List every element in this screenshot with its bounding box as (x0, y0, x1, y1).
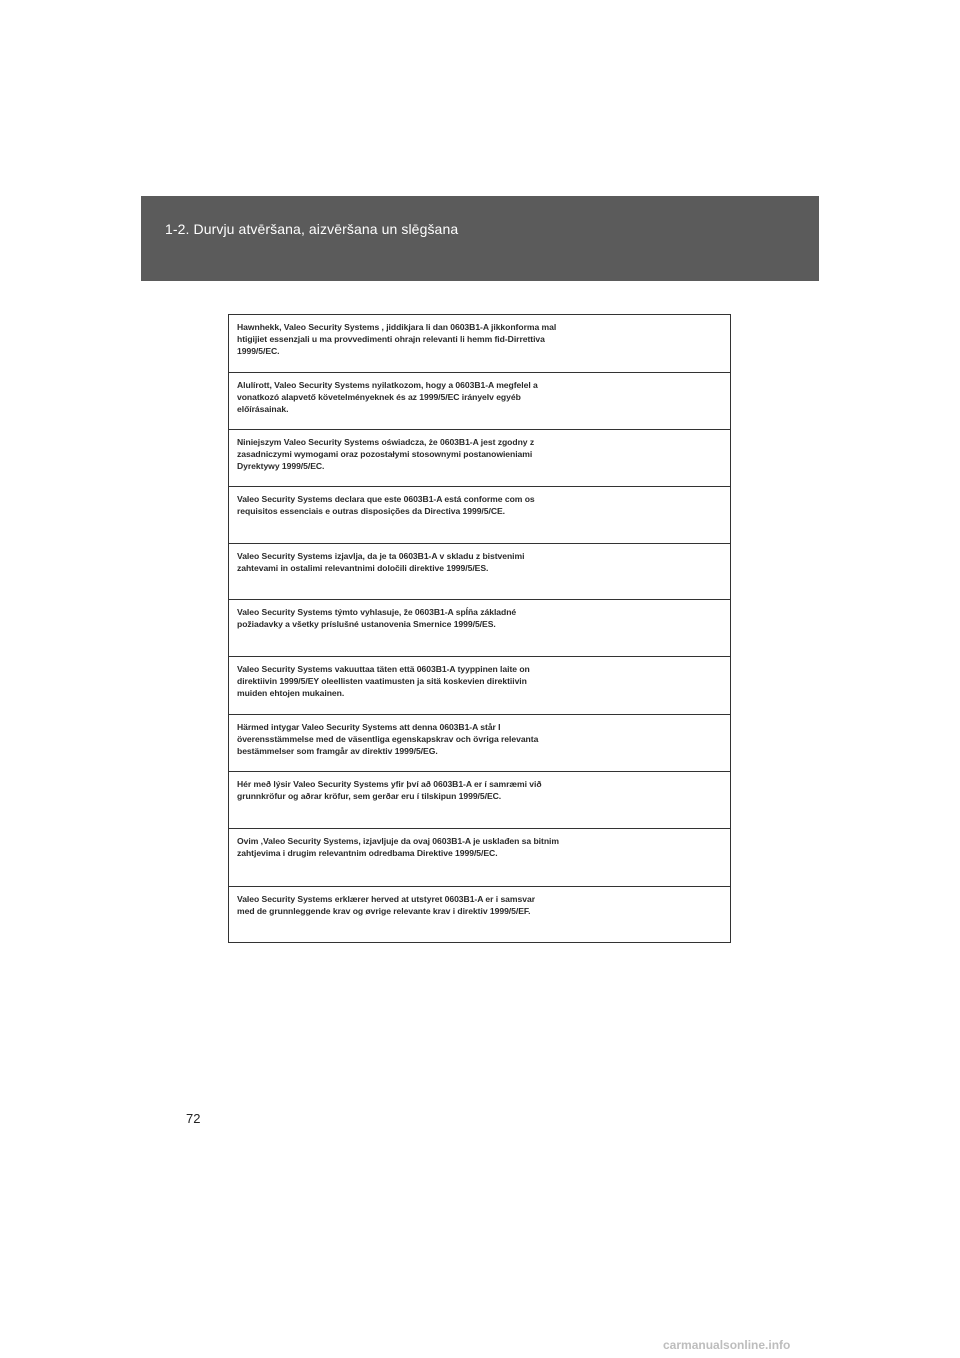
declaration-text: Valeo Security Systems erklærer herved at utstyret 0603B1-A er i samsvar med de grunnleggende krav og øvrige relevante krav i direktiv 1999/5/EF. (237, 894, 535, 916)
declaration-row-maltese (229, 315, 730, 373)
declaration-row-polish (229, 430, 730, 487)
declaration-text: Alulírott, Valeo Security Systems nyilatkozom, hogy a 0603B1-A megfelel a vonatkozó alapvető követelményeknek és az 1999/5/EC irányelv egyéb előírásainak. (237, 380, 538, 414)
watermark-text: carmanualsonline.info (663, 1338, 791, 1352)
declaration-text: Ovim ,Valeo Security Systems, izjavljuje da ovaj 0603B1-A je usklađen sa bitnim zahtjevima i drugim relevantnim odredbama Direktive 1999/5/EC. (237, 836, 559, 858)
declaration-text: Niniejszym Valeo Security Systems oświadcza, że 0603B1-A jest zgodny z zasadniczymi wymogami oraz pozostałymi stosownymi postanowieniami Dyrektywy 1999/5/EC. (237, 437, 535, 471)
declaration-row-slovak (229, 600, 730, 657)
declaration-row-slovenian (229, 544, 730, 600)
declaration-row-croatian (229, 829, 730, 887)
declaration-row-icelandic (229, 772, 730, 829)
page-number: 72 (186, 1111, 201, 1126)
declaration-text: Hawnhekk, Valeo Security Systems , jiddikjara li dan 0603B1-A jikkonforma mal htigijiet essenzjali u ma provvedimenti ohrajn relevanti li hemm fid-Dirrettiva 1999/5/EC. (237, 322, 557, 356)
declaration-row-hungarian (229, 373, 730, 430)
declaration-text: Valeo Security Systems týmto vyhlasuje, že 0603B1-A spĺňa základné požiadavky a všetky príslušné ustanovenia Smernice 1999/5/ES. (237, 607, 517, 629)
declaration-table (228, 314, 731, 943)
declaration-text: Valeo Security Systems vakuuttaa täten että 0603B1-A tyyppinen laite on direktiivin 1999/5/EY oleellisten vaatimusten ja sitä koskevien direktiivin muiden ehtojen mukainen. (237, 664, 530, 698)
declaration-row-finnish (229, 657, 730, 715)
declaration-row-swedish (229, 715, 730, 772)
declaration-text: Härmed intygar Valeo Security Systems att denna 0603B1-A står I överensstämmelse med de väsentliga egenskapskrav och övriga relevanta bestämmelser som framgår av direktiv 1999/5/EG. (237, 722, 539, 756)
declaration-row-portuguese (229, 487, 730, 544)
declaration-text: Valeo Security Systems declara que este 0603B1-A está conforme com os requisitos essenciais e outras disposições da Directiva 1999/5/CE. (237, 494, 535, 516)
section-header-band (141, 196, 819, 281)
declaration-text: Valeo Security Systems izjavlja, da je ta 0603B1-A v skladu z bistvenimi zahtevami in ostalimi relevantnimi določili direktive 1999/5/ES. (237, 551, 525, 573)
declaration-row-norwegian (229, 887, 730, 942)
section-title: 1-2. Durvju atvēršana, aizvēršana un slēgšana (165, 221, 459, 237)
declaration-text: Hér með lýsir Valeo Security Systems yfir því að 0603B1-A er í samræmi við grunnkröfur og aðrar kröfur, sem gerðar eru í tilskipun 1999/5/EC. (237, 779, 542, 801)
